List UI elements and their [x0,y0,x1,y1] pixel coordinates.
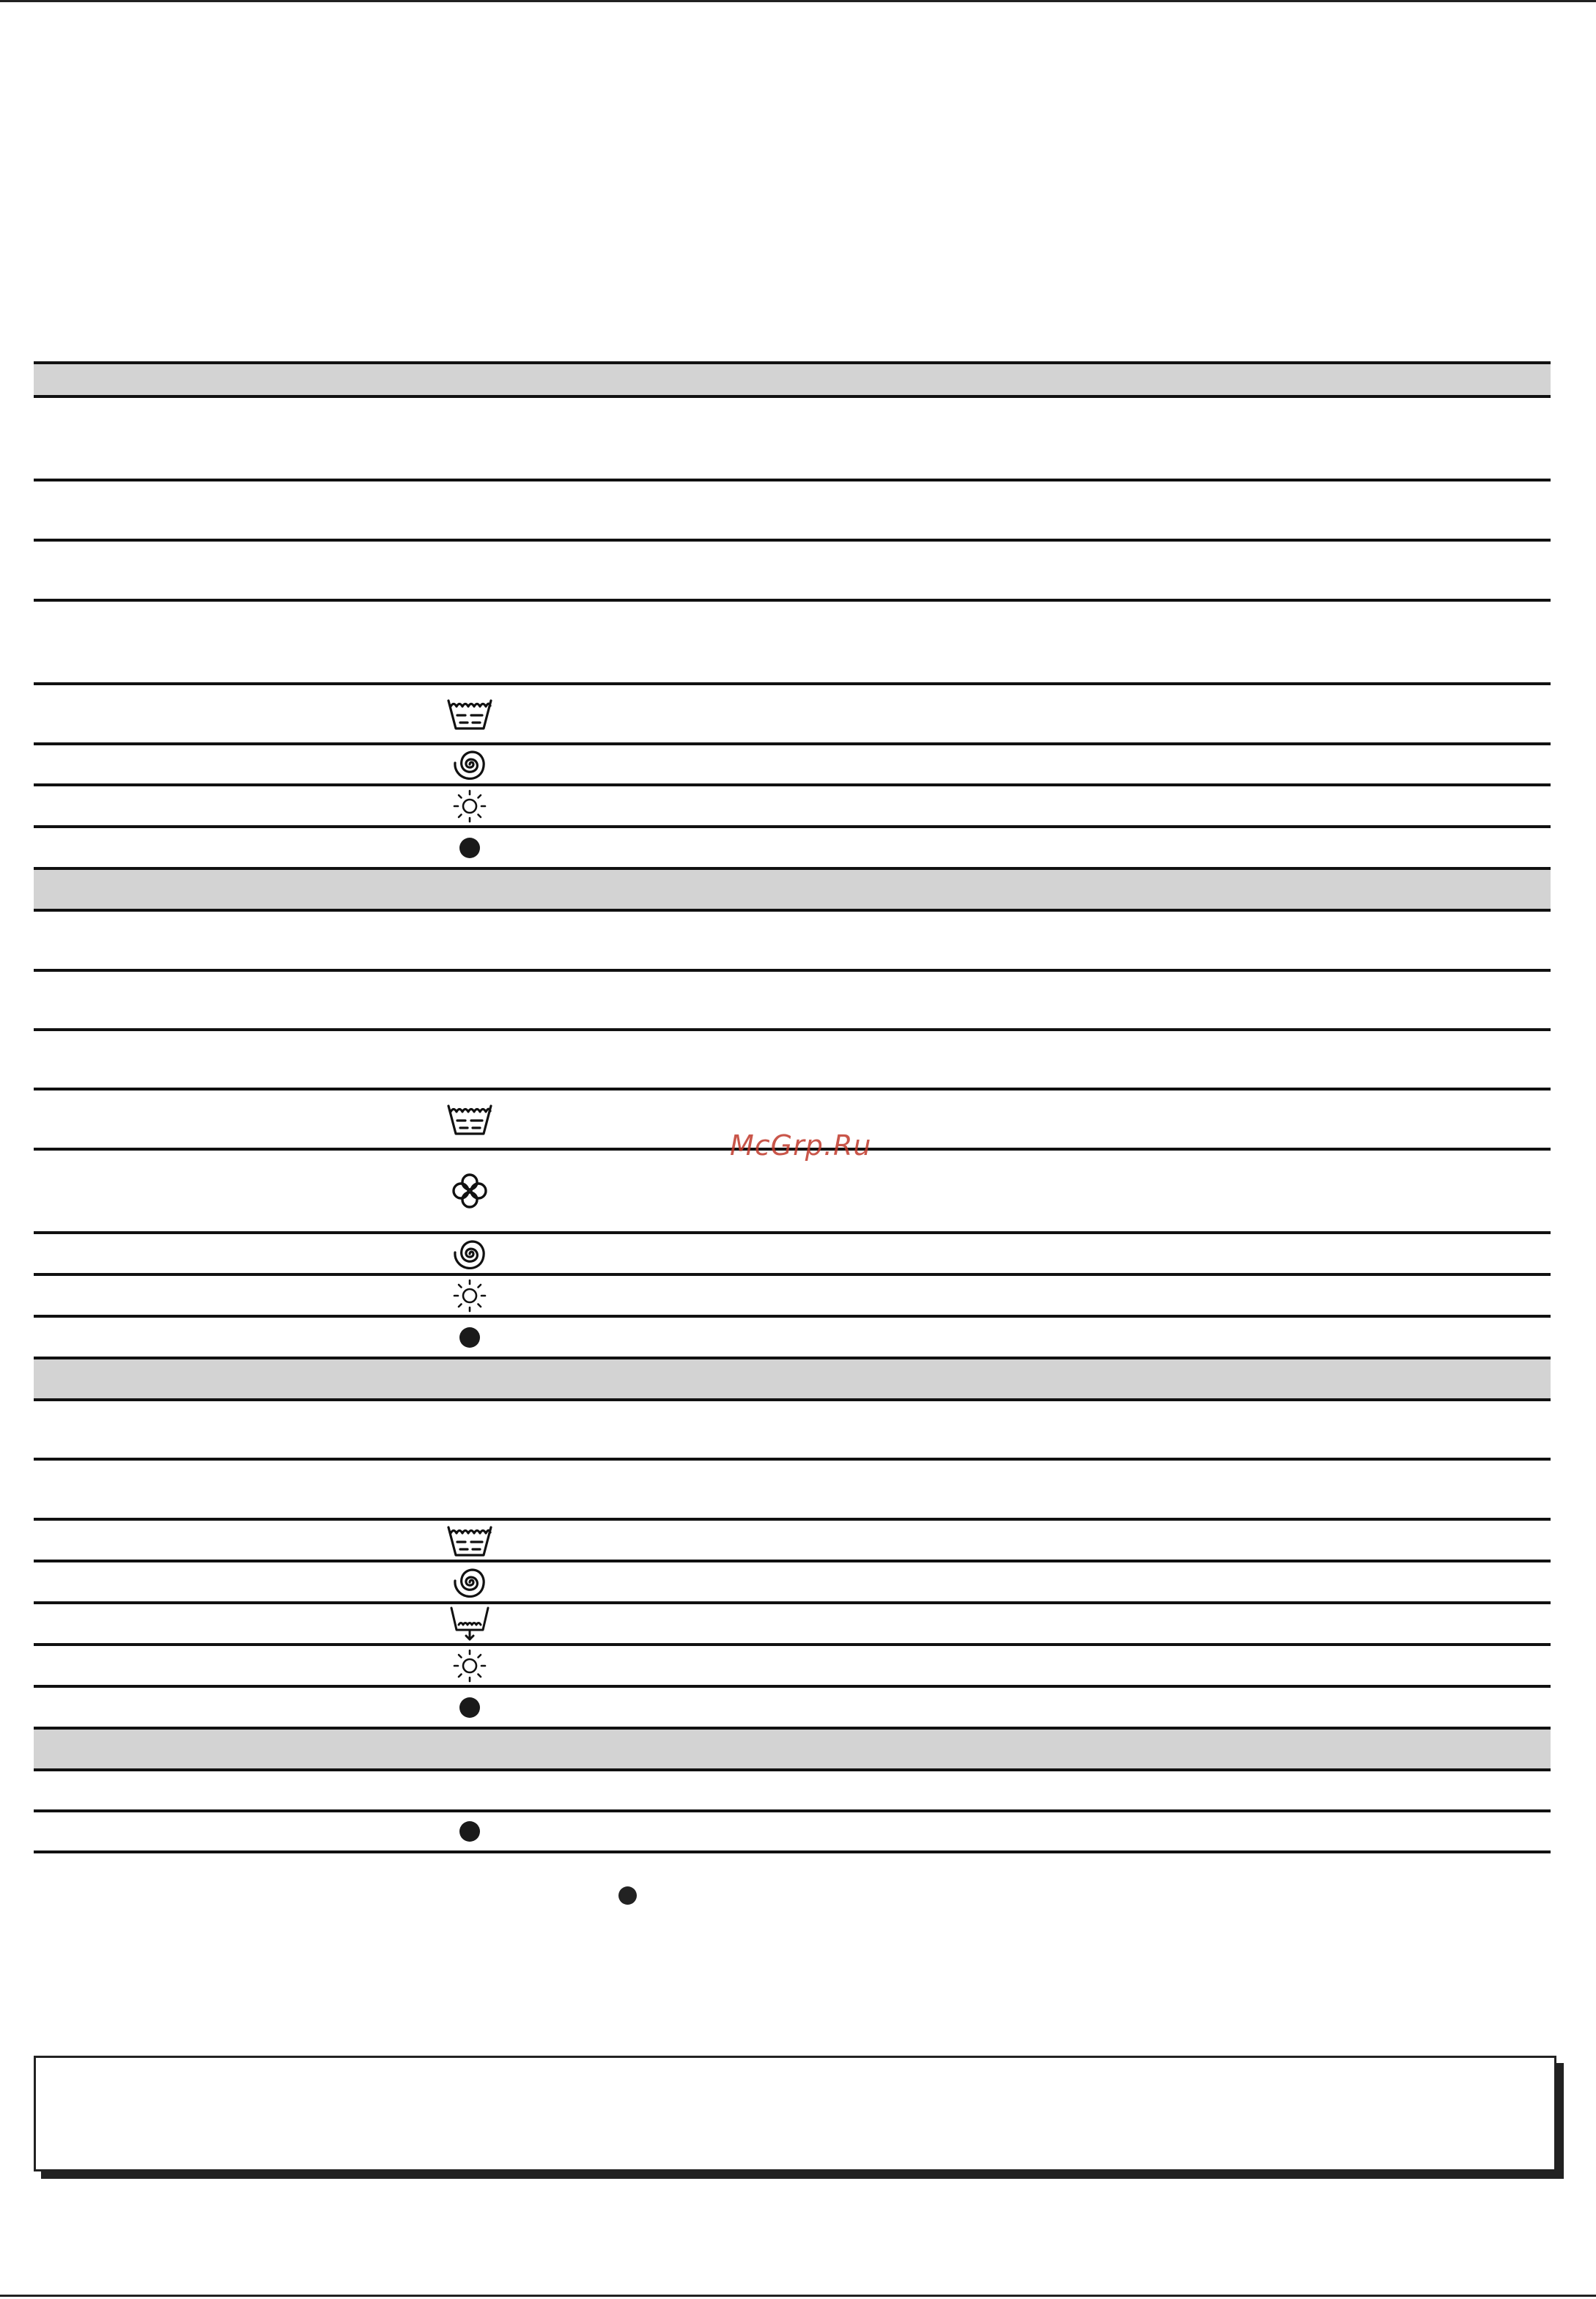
table-row [34,1461,1551,1521]
wash-tub-icon [444,1518,495,1562]
filled-dot-icon [444,1315,495,1359]
wash-tub-icon [444,1097,495,1141]
table-row [34,1646,1551,1688]
table-row [34,1562,1551,1604]
table-row [34,1688,1551,1730]
table-row [34,1771,1551,1812]
bottom-page-rule [0,2295,1596,2297]
table-row [34,1812,1551,1853]
table-row [34,745,1551,786]
watermark: McGrp.Ru [730,1129,872,1162]
table-row [34,481,1551,542]
table-row [34,1234,1551,1276]
table-row [34,1318,1551,1359]
table-row [34,912,1551,972]
table-row [34,1151,1551,1234]
sun-dry-icon [444,1644,495,1688]
drain-tub-icon [444,1602,495,1646]
wash-tub-icon [444,692,495,736]
table-row [34,1031,1551,1091]
table-row [34,828,1551,870]
sun-dry-icon [444,784,495,828]
filled-dot-icon [444,826,495,870]
filled-dot-icon [444,1686,495,1730]
table-row [34,398,1551,481]
table-section-header [34,1359,1551,1401]
flower-softener-icon [444,1169,495,1213]
table-row [34,542,1551,602]
table-section-header [34,361,1551,398]
spin-spiral-icon [444,742,495,786]
table-row [34,1401,1551,1461]
table-row [34,1604,1551,1646]
notice-box [34,2056,1556,2171]
table-section-header [34,870,1551,912]
top-page-rule [0,0,1596,2]
sun-dry-icon [444,1274,495,1318]
table-row [34,1276,1551,1318]
table-row [34,602,1551,685]
table-row [34,972,1551,1031]
spin-spiral-icon [444,1560,495,1604]
program-table [34,361,1551,1853]
table-row [34,786,1551,828]
table-section-header [34,1730,1551,1771]
filled-dot-icon [618,1886,637,1905]
filled-dot-icon [444,1809,495,1853]
table-row [34,685,1551,745]
spin-spiral-icon [444,1232,495,1276]
table-row [34,1521,1551,1562]
